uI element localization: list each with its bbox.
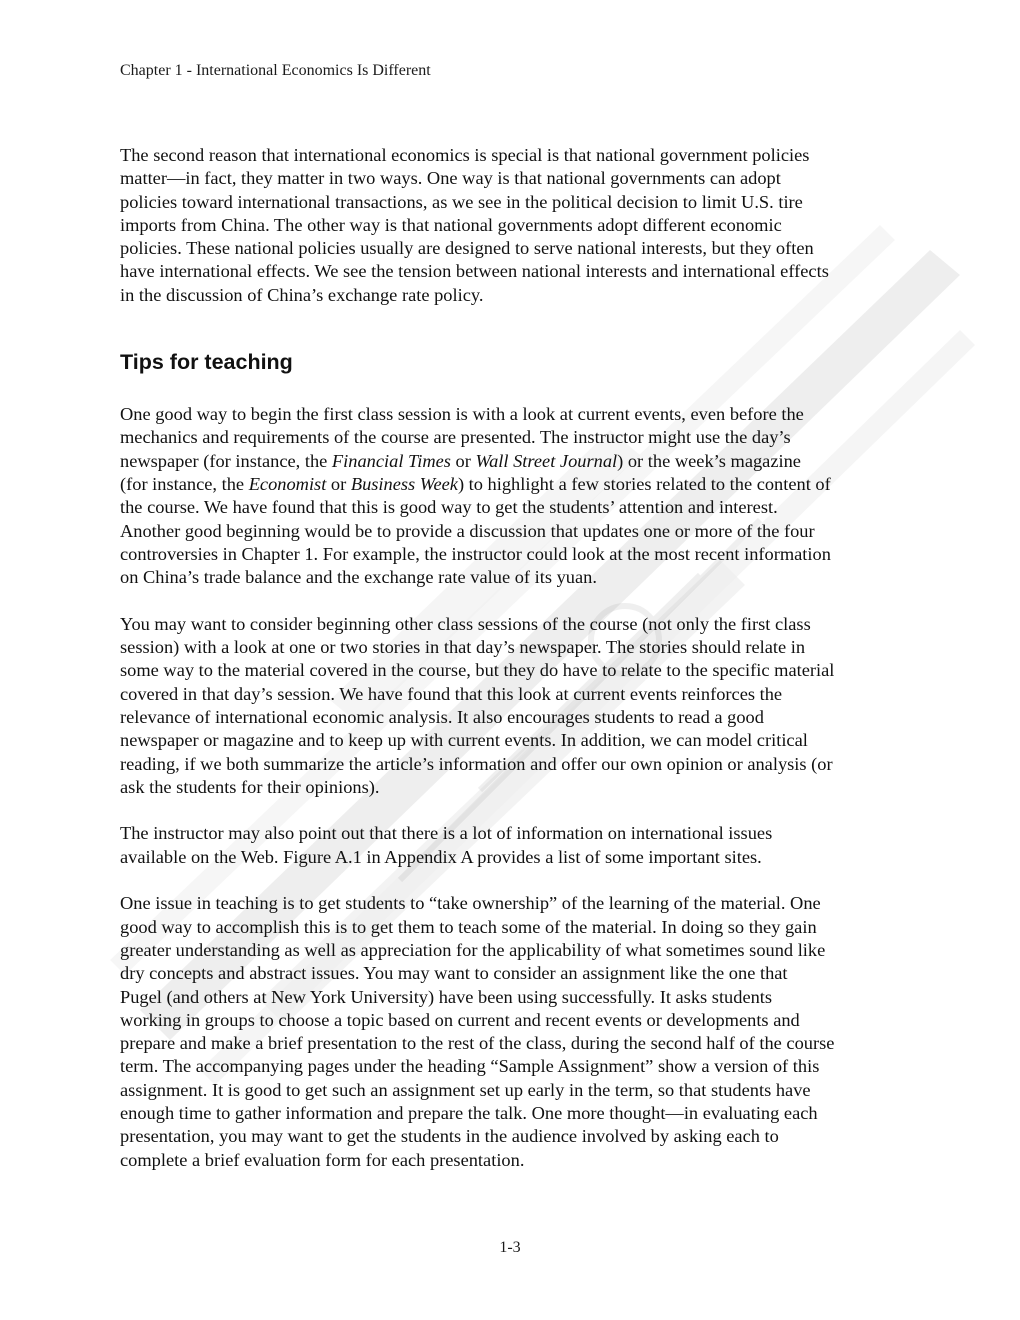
text-line: mechanics and requirements of the course are presented. The instructor might use the day’s <box>120 427 791 448</box>
paragraph-other-sessions <box>120 613 905 799</box>
text-line: session) with a look at one or two stories in that day’s newspaper. The stories should relate in <box>120 637 806 658</box>
text-line: relevance of international economic analysis. It also encourages students to read a good <box>120 706 764 727</box>
text-segment: ) or the week’s magazine <box>617 450 801 471</box>
text-line: enough time to gather information and prepare the talk. One more thought—in evaluating each <box>120 1102 818 1123</box>
running-header: Chapter 1 - International Economics Is Different <box>120 62 431 79</box>
section-heading: Tips for teaching <box>120 350 293 375</box>
text-line: covered in that day’s session. We have found that this look at current events reinforces the <box>120 683 783 704</box>
text-line: imports from China. The other way is that national governments adopt different economic <box>120 214 782 235</box>
text-line: the course. We have found that this is good way to get the students’ attention and interest. <box>120 497 778 518</box>
text-line: in the discussion of China’s exchange rate policy. <box>120 284 484 305</box>
text-line: You may want to consider beginning other class sessions of the course (not only the first class <box>120 613 811 634</box>
text-line: Another good beginning would be to provide a discussion that updates one or more of the four <box>120 520 815 541</box>
text-line: newspaper or magazine and to keep up with current events. In addition, we can model critical <box>120 730 808 751</box>
main-content <box>120 144 905 1172</box>
text-line: greater understanding as well as appreciation for the applicability of what sometimes sound like <box>120 939 826 960</box>
text-line: some way to the material covered in the course, but they do have to relate to the specific material <box>120 660 835 681</box>
page-number: 1-3 <box>499 1239 521 1256</box>
text-line: ask the students for their opinions). <box>120 776 380 797</box>
text-segment: or <box>326 473 351 494</box>
text-line: controversies in Chapter 1. For example, the instructor could look at the most recent information <box>120 543 831 564</box>
publication-title: Wall Street Journal <box>475 450 618 471</box>
text-line: policies toward international transactions, as we see in the political decision to limit U.S. tire <box>120 191 803 212</box>
text-line: good way to accomplish this is to get them to teach some of the material. In doing so they gain <box>120 916 817 937</box>
intro-paragraph <box>120 144 905 307</box>
text-line: One good way to begin the first class session is with a look at current events, even before the <box>120 404 804 425</box>
text-line: on China’s trade balance and the exchange rate value of its yuan. <box>120 567 597 588</box>
paragraph-ownership <box>120 892 905 1172</box>
publication-title: Business Week <box>350 473 458 494</box>
text-line: One issue in teaching is to get students to “take ownership” of the learning of the material. One <box>120 893 821 914</box>
text-line: have international effects. We see the tension between national interests and international effects <box>120 261 829 282</box>
text-line: dry concepts and abstract issues. You may want to consider an assignment like the one that <box>120 963 788 984</box>
text-line: working in groups to choose a topic based on current and recent events or developments and <box>120 1009 800 1030</box>
text-line: The second reason that international economics is special is that national government policies <box>120 145 810 165</box>
publication-title: Economist <box>248 473 327 494</box>
paragraph-web-resources <box>120 822 905 869</box>
text-line: The instructor may also point out that there is a lot of information on international issues <box>120 823 773 844</box>
text-line: prepare and make a brief presentation to the rest of the class, during the second half of the course <box>120 1033 835 1054</box>
text-line: term. The accompanying pages under the heading “Sample Assignment” show a version of this <box>120 1056 820 1077</box>
text-line: complete a brief evaluation form for each presentation. <box>120 1149 525 1170</box>
text-line: matter—in fact, they matter in two ways. One way is that national governments can adopt <box>120 168 781 189</box>
publication-title: Financial Times <box>331 450 451 471</box>
text-line: available on the Web. Figure A.1 in Appendix A provides a list of some important sites. <box>120 846 762 867</box>
text-segment: (for instance, the <box>120 473 249 494</box>
text-line: Pugel (and others at New York University) have been using successfully. It asks students <box>120 986 773 1007</box>
text-segment: or <box>450 450 476 471</box>
text-line: presentation, you may want to get the students in the audience involved by asking each to <box>120 1126 779 1147</box>
text-line: reading, if we both summarize the article’s information and offer our own opinion or analysis (or <box>120 753 833 774</box>
paragraph-current-events <box>120 403 905 589</box>
text-line: assignment. It is good to get such an assignment set up early in the term, so that students have <box>120 1079 811 1100</box>
text-segment: newspaper (for instance, the <box>120 450 332 471</box>
text-line: policies. These national policies usually are designed to serve national interests, but they often <box>120 238 814 259</box>
text-segment: ) to highlight a few stories related to the content of <box>457 473 831 494</box>
